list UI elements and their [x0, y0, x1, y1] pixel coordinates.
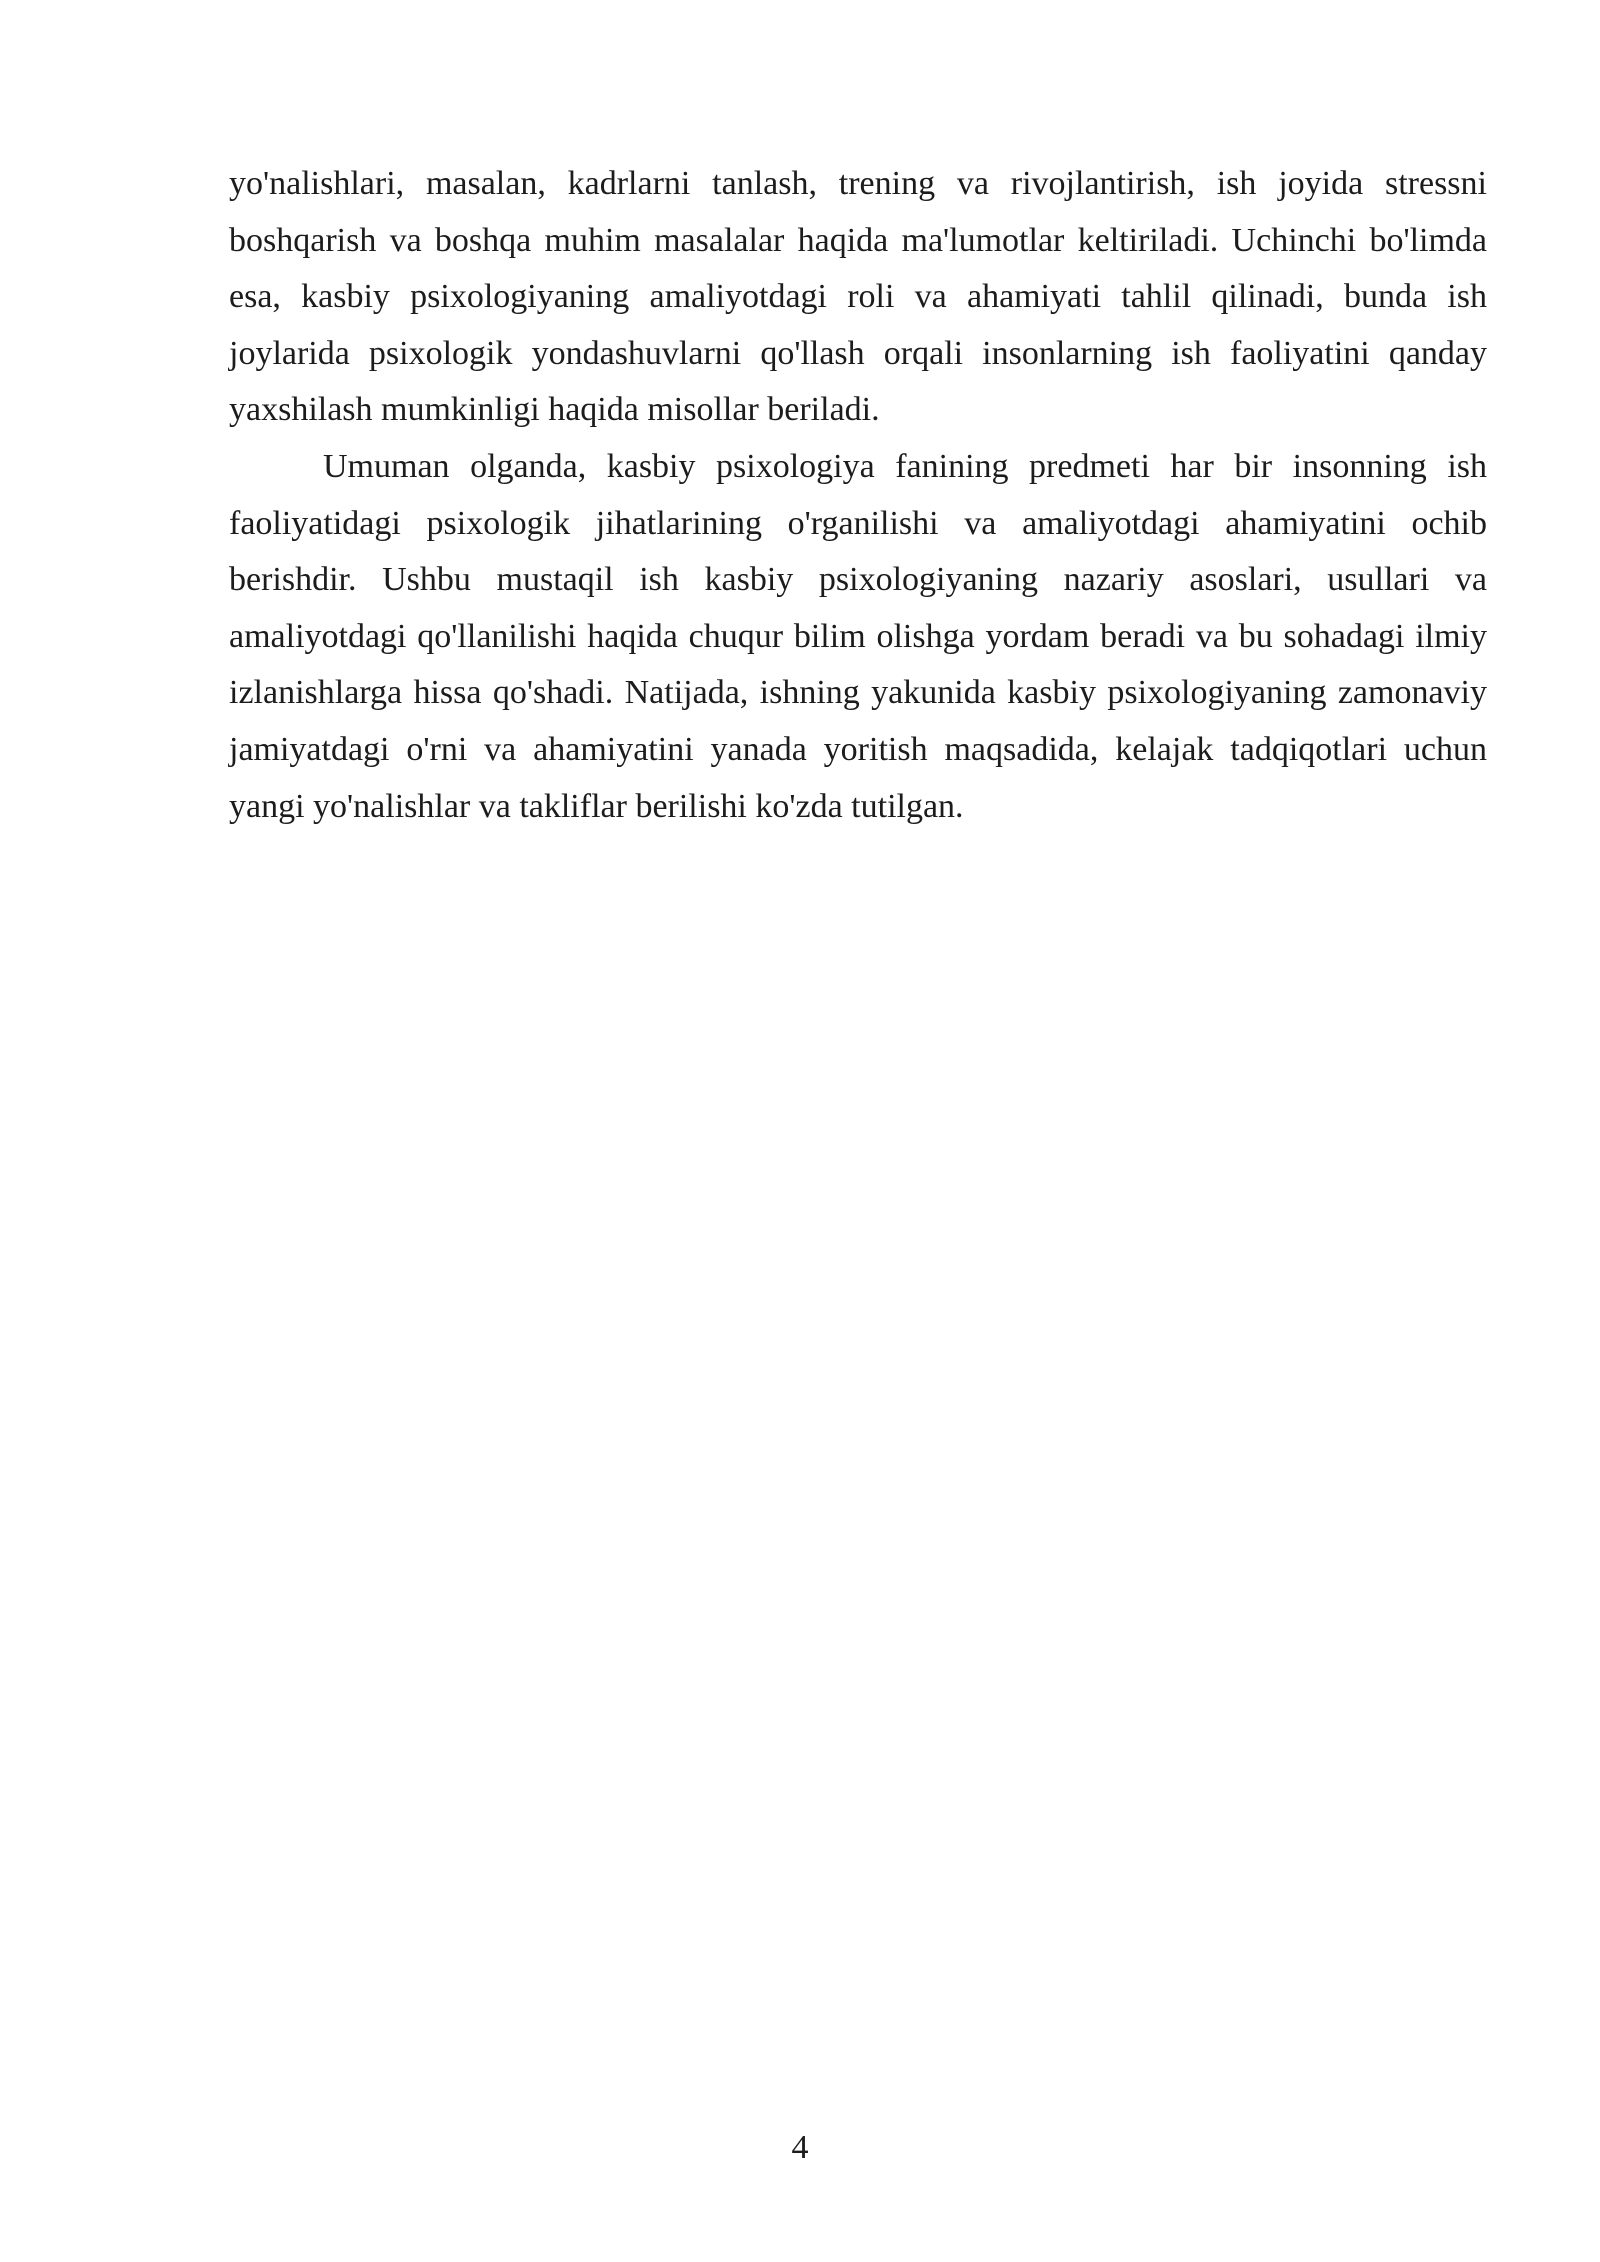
paragraph-continuation: yo'nalishlari, masalan, kadrlarni tanlash, trening va rivojlantirish, ish joyida stressni boshqarish va boshqa muhim masalalar haqida ma'lumotlar keltiriladi. Uchinchi bo'limda esa, kasbiy psixologiyaning amaliyotdagi roli va ahamiyati tahlil qilinadi, bunda ish joylarida psixologik yondashuvlarni qo'llash orqali insonlarning ish faoliyatini qanday yaxshilash mumkinligi haqida misollar beriladi. [229, 165, 1487, 429]
body-text [229, 156, 1487, 835]
paragraph-summary: Umuman olganda, kasbiy psixologiya fanining predmeti har bir insonning ish faoliyatidagi psixologik jihatlarining o'rganilishi va amaliyotdagi ahamiyatini ochib berishdir. Ushbu mustaqil ish kasbiy psixologiyaning nazariy asoslari, usullari va amaliyotdagi qo'llanilishi haqida chuqur bilim olishga yordam beradi va bu sohadagi ilmiy izlanishlarga hissa qo'shadi. Natijada, ishning yakunida kasbiy psixologiyaning zamonaviy jamiyatdagi o'rni va ahamiyatini yanada yoritish maqsadida, kelajak tadqiqotlari uchun yangi yo'nalishlar va takliflar berilishi ko'zda tutilgan. [229, 447, 1487, 825]
page-number: 4 [791, 2129, 809, 2166]
